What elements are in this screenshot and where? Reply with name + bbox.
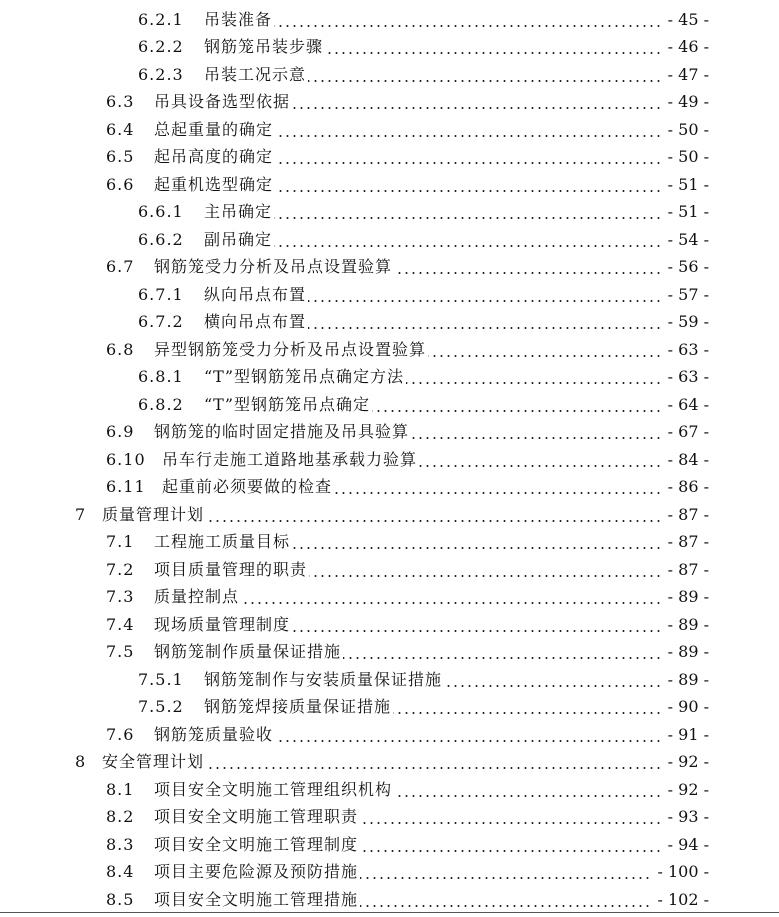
toc-entry-page-number: - 92 - [667,752,709,772]
toc-entry-title: 吊装工况示意 [204,64,307,84]
toc-entry-page-number: - 50 - [667,119,709,139]
toc-dot-leader [275,162,662,164]
toc-entry[interactable] [0,639,779,667]
toc-entry-number: 6.8.2 [138,394,184,414]
toc-entry[interactable] [0,886,779,914]
toc-entry-title: 安全管理计划 [102,752,205,772]
toc-entry-page-number: - 64 - [667,394,709,414]
toc-entry-title: “T”型钢筋笼吊点确定 [204,394,371,414]
toc-entry[interactable] [0,254,779,282]
toc-entry-page-number: - 94 - [667,834,709,854]
toc-entry-title: 吊车行走施工道路地基承载力验算 [162,449,418,469]
toc-entry-page-number: - 86 - [667,477,709,497]
toc-entry-title: 钢筋笼制作质量保证措施 [154,642,342,662]
toc-entry-page-number: - 63 - [667,339,709,359]
toc-dot-leader [308,80,662,82]
toc-entry-title: 钢筋笼的临时固定措施及吊具验算 [154,422,410,442]
toc-entry-page-number: - 63 - [667,367,709,387]
toc-entry-title: 起吊高度的确定 [154,147,274,167]
toc-entry-title: 钢筋笼制作与安装质量保证措施 [204,669,443,689]
toc-entry[interactable] [0,419,779,447]
toc-entry-title: 主吊确定 [204,202,273,222]
toc-entry[interactable] [0,61,779,89]
toc-entry-number: 8.2 [106,807,135,827]
toc-entry-number: 6.8.1 [138,367,184,387]
toc-dot-leader [292,107,662,109]
toc-entry-number: 7 [75,504,87,524]
toc-entry[interactable] [0,694,779,722]
toc-entry-number: 7.3 [106,587,135,607]
toc-dot-leader [372,410,662,412]
toc-entry[interactable] [0,721,779,749]
toc-entry-title: 项目安全文明施工管理制度 [154,834,359,854]
toc-entry-number: 6.6.2 [138,229,184,249]
toc-dot-leader [308,300,662,302]
toc-entry-page-number: - 91 - [667,724,709,744]
toc-dot-leader [360,822,662,824]
toc-dot-leader [206,767,662,769]
toc-entry[interactable] [0,611,779,639]
toc-dot-leader [309,575,662,577]
toc-entry-title: 项目安全文明施工管理职责 [154,807,359,827]
toc-entry-page-number: - 47 - [667,64,709,84]
toc-entry-title: 吊具设备选型依据 [154,92,291,112]
toc-entry-number: 8.5 [106,889,135,909]
toc-dot-leader [343,657,662,659]
toc-entry[interactable] [0,501,779,529]
toc-entry-number: 6.8 [106,339,135,359]
toc-entry-number: 6.6.1 [138,202,184,222]
toc-dot-leader [406,382,662,384]
toc-entry-title: 项目主要危险源及预防措施 [154,862,359,882]
toc-entry-number: 7.4 [106,614,135,634]
toc-entry-title: 项目安全文明施工管理措施 [154,889,359,909]
toc-entry[interactable] [0,859,779,887]
toc-entry-number: 6.6 [106,174,135,194]
toc-entry-page-number: - 89 - [667,669,709,689]
toc-dot-leader [325,52,662,54]
toc-entry-title: “T”型钢筋笼吊点确定方法 [204,367,405,387]
toc-entry[interactable] [0,584,779,612]
toc-dot-leader [394,272,662,274]
toc-entry[interactable] [0,34,779,62]
toc-dot-leader [393,712,662,714]
toc-entry-number: 7.5.2 [138,697,184,717]
toc-entry[interactable] [0,474,779,502]
toc-entry-number: 7.2 [106,559,135,579]
toc-entry-page-number: - 102 - [657,889,709,909]
toc-entry-title: 钢筋笼受力分析及吊点设置验算 [154,257,393,277]
toc-dot-leader [419,465,662,467]
toc-dot-leader [360,850,662,852]
toc-entry-page-number: - 90 - [667,697,709,717]
toc-dot-leader [411,437,662,439]
toc-entry-page-number: - 92 - [667,779,709,799]
toc-dot-leader [274,245,662,247]
toc-dot-leader [334,492,662,494]
toc-entry-page-number: - 87 - [667,559,709,579]
toc-entry-number: 6.11 [106,477,146,497]
toc-entry-title: 副吊确定 [204,229,273,249]
toc-entry-number: 8.3 [106,834,135,854]
toc-entry-number: 8.4 [106,862,135,882]
toc-dot-leader [308,327,662,329]
toc-entry-page-number: - 89 - [667,614,709,634]
page-bottom-rule [0,912,779,913]
toc-entry-page-number: - 93 - [667,807,709,827]
toc-entry-page-number: - 54 - [667,229,709,249]
toc-entry-page-number: - 45 - [667,9,709,29]
toc-entry-title: 纵向吊点布置 [204,284,307,304]
toc-entry[interactable] [0,336,779,364]
toc-entry-page-number: - 89 - [667,642,709,662]
toc-entry-number: 6.7.1 [138,284,184,304]
toc-entry-title: 异型钢筋笼受力分析及吊点设置验算 [154,339,427,359]
toc-entry[interactable] [0,144,779,172]
toc-entry-page-number: - 100 - [657,862,709,882]
toc-entry-title: 项目质量管理的职责 [154,559,308,579]
toc-dot-leader [292,630,662,632]
toc-entry-number: 6.10 [106,449,146,469]
toc-dot-leader [292,547,662,549]
toc-entry[interactable] [0,666,779,694]
toc-entry[interactable] [0,226,779,254]
toc-dot-leader [275,740,662,742]
toc-entry[interactable] [0,89,779,117]
toc-entry-title: 横向吊点布置 [204,312,307,332]
toc-entry[interactable] [0,831,779,859]
toc-entry-page-number: - 84 - [667,449,709,469]
toc-entry-title: 吊装准备 [204,9,273,29]
toc-entry[interactable] [0,116,779,144]
toc-dot-leader [206,520,662,522]
toc-entry-title: 项目安全文明施工管理组织机构 [154,779,393,799]
toc-entry[interactable] [0,556,779,584]
toc-dot-leader [394,795,662,797]
toc-dot-leader [241,602,662,604]
toc-entry[interactable] [0,364,779,392]
toc-entry-page-number: - 67 - [667,422,709,442]
toc-dot-leader [275,135,662,137]
toc-entry-number: 6.7 [106,257,135,277]
toc-entry-number: 7.5.1 [138,669,184,689]
toc-entry-number: 6.5 [106,147,135,167]
toc-entry-page-number: - 56 - [667,257,709,277]
toc-dot-leader [360,905,651,907]
toc-dot-leader [275,190,662,192]
toc-dot-leader [274,217,662,219]
toc-entry-number: 6.4 [106,119,135,139]
toc-entry-title: 钢筋笼焊接质量保证措施 [204,697,392,717]
toc-entry-page-number: - 46 - [667,37,709,57]
toc-entry[interactable] [0,446,779,474]
toc-entry-page-number: - 50 - [667,147,709,167]
toc-entry-title: 钢筋笼质量验收 [154,724,274,744]
toc-entry-number: 7.6 [106,724,135,744]
toc-entry[interactable] [0,529,779,557]
toc-entry[interactable] [0,776,779,804]
toc-entry-title: 起重前必须要做的检查 [162,477,333,497]
toc-entry-number: 6.7.2 [138,312,184,332]
toc-entry-title: 质量管理计划 [102,504,205,524]
toc-entry[interactable] [0,749,779,777]
toc-entry-title: 总起重量的确定 [154,119,274,139]
toc-entry-title: 钢筋笼吊装步骤 [204,37,324,57]
toc-entry-page-number: - 51 - [667,174,709,194]
toc-entry-number: 6.9 [106,422,135,442]
toc-entry-number: 6.3 [106,92,135,112]
toc-entry-number: 8.1 [106,779,135,799]
toc-entry[interactable] [0,804,779,832]
toc-dot-leader [360,877,651,879]
toc-entry-page-number: - 89 - [667,587,709,607]
toc-entry[interactable] [0,391,779,419]
toc-dot-leader [428,355,662,357]
toc-entry[interactable] [0,281,779,309]
toc-entry-number: 6.2.1 [138,9,184,29]
table-of-contents [0,6,779,914]
toc-entry-number: 6.2.3 [138,64,184,84]
toc-entry-title: 工程施工质量目标 [154,532,291,552]
toc-entry-page-number: - 59 - [667,312,709,332]
toc-entry-number: 7.5 [106,642,135,662]
toc-entry-number: 8 [75,752,87,772]
toc-entry[interactable] [0,199,779,227]
toc-entry-page-number: - 87 - [667,532,709,552]
toc-entry[interactable] [0,309,779,337]
toc-entry-title: 现场质量管理制度 [154,614,291,634]
toc-entry[interactable] [0,6,779,34]
toc-entry-page-number: - 49 - [667,92,709,112]
toc-entry[interactable] [0,171,779,199]
toc-entry-number: 6.2.2 [138,37,184,57]
toc-entry-title: 起重机选型确定 [154,174,274,194]
toc-entry-page-number: - 57 - [667,284,709,304]
toc-entry-page-number: - 51 - [667,202,709,222]
toc-entry-title: 质量控制点 [154,587,240,607]
toc-dot-leader [444,685,662,687]
toc-entry-number: 7.1 [106,532,135,552]
toc-entry-page-number: - 87 - [667,504,709,524]
toc-dot-leader [274,25,662,27]
